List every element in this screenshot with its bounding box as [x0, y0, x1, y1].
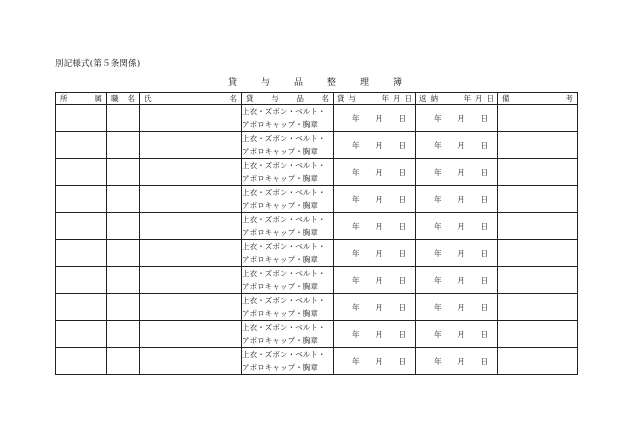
- table-row: [56, 159, 578, 186]
- header-row: [56, 93, 578, 105]
- cell-rank[interactable]: [107, 267, 140, 294]
- cell-items: 上衣・ズボン・ベルト・ アポロキャップ・胸章: [242, 132, 334, 159]
- cell-return-date[interactable]: 年 月 日: [416, 321, 498, 348]
- cell-remarks[interactable]: [498, 213, 578, 240]
- header-lend-date: 貸 与 年 月 日: [334, 93, 416, 105]
- header-remarks: 備 考: [498, 93, 578, 105]
- cell-rank[interactable]: [107, 132, 140, 159]
- cell-lend-date[interactable]: 年 月 日: [334, 240, 416, 267]
- cell-remarks[interactable]: [498, 186, 578, 213]
- cell-return-date[interactable]: 年 月 日: [416, 132, 498, 159]
- cell-name[interactable]: [140, 267, 242, 294]
- cell-name[interactable]: [140, 186, 242, 213]
- table-row: [56, 321, 578, 348]
- title-char: 品: [293, 78, 303, 88]
- cell-lend-date[interactable]: 年 月 日: [334, 348, 416, 375]
- cell-affiliation[interactable]: [56, 348, 107, 375]
- table-row: [56, 213, 578, 240]
- title-char: 理: [360, 78, 370, 88]
- table-row: [56, 105, 578, 132]
- cell-name[interactable]: [140, 132, 242, 159]
- cell-affiliation[interactable]: [56, 105, 107, 132]
- cell-remarks[interactable]: [498, 348, 578, 375]
- cell-remarks[interactable]: [498, 321, 578, 348]
- cell-name[interactable]: [140, 294, 242, 321]
- cell-name[interactable]: [140, 348, 242, 375]
- cell-remarks[interactable]: [498, 159, 578, 186]
- cell-items: 上衣・ズボン・ベルト・ アポロキャップ・胸章: [242, 321, 334, 348]
- cell-remarks[interactable]: [498, 132, 578, 159]
- title-char: 簿: [393, 78, 403, 88]
- cell-rank[interactable]: [107, 159, 140, 186]
- header-affiliation: 所 属: [56, 93, 107, 105]
- cell-lend-date[interactable]: 年 月 日: [334, 294, 416, 321]
- table-row: [56, 240, 578, 267]
- cell-return-date[interactable]: 年 月 日: [416, 105, 498, 132]
- cell-rank[interactable]: [107, 105, 140, 132]
- cell-rank[interactable]: [107, 321, 140, 348]
- cell-items: 上衣・ズボン・ベルト・ アポロキャップ・胸章: [242, 348, 334, 375]
- ledger-table: [55, 92, 578, 375]
- cell-return-date[interactable]: 年 月 日: [416, 348, 498, 375]
- cell-affiliation[interactable]: [56, 321, 107, 348]
- cell-lend-date[interactable]: 年 月 日: [334, 267, 416, 294]
- cell-rank[interactable]: [107, 294, 140, 321]
- cell-return-date[interactable]: 年 月 日: [416, 294, 498, 321]
- cell-lend-date[interactable]: 年 月 日: [334, 159, 416, 186]
- cell-lend-date[interactable]: 年 月 日: [334, 213, 416, 240]
- cell-lend-date[interactable]: 年 月 日: [334, 186, 416, 213]
- cell-lend-date[interactable]: 年 月 日: [334, 105, 416, 132]
- header-return-date: 返 納 年 月 日: [416, 93, 498, 105]
- cell-affiliation[interactable]: [56, 159, 107, 186]
- cell-return-date[interactable]: 年 月 日: [416, 213, 498, 240]
- cell-items: 上衣・ズボン・ベルト・ アポロキャップ・胸章: [242, 213, 334, 240]
- cell-items: 上衣・ズボン・ベルト・ アポロキャップ・胸章: [242, 240, 334, 267]
- cell-lend-date[interactable]: 年 月 日: [334, 321, 416, 348]
- cell-affiliation[interactable]: [56, 213, 107, 240]
- table-row: [56, 267, 578, 294]
- cell-rank[interactable]: [107, 186, 140, 213]
- cell-name[interactable]: [140, 240, 242, 267]
- cell-affiliation[interactable]: [56, 294, 107, 321]
- title-char: 整: [327, 78, 337, 88]
- cell-items: 上衣・ズボン・ベルト・ アポロキャップ・胸章: [242, 294, 334, 321]
- cell-remarks[interactable]: [498, 105, 578, 132]
- title-char: 与: [260, 78, 270, 88]
- form-label: 別記様式(第５条関係): [55, 59, 141, 69]
- cell-affiliation[interactable]: [56, 240, 107, 267]
- header-rank: 職 名: [107, 93, 140, 105]
- cell-affiliation[interactable]: [56, 186, 107, 213]
- header-items: 貸 与 品 名: [242, 93, 334, 105]
- title-char: 貸: [227, 78, 237, 88]
- table-row: [56, 132, 578, 159]
- cell-return-date[interactable]: 年 月 日: [416, 186, 498, 213]
- table-row: [56, 348, 578, 375]
- cell-items: 上衣・ズボン・ベルト・ アポロキャップ・胸章: [242, 186, 334, 213]
- cell-name[interactable]: [140, 213, 242, 240]
- cell-rank[interactable]: [107, 213, 140, 240]
- header-name: 氏 名: [140, 93, 242, 105]
- cell-rank[interactable]: [107, 240, 140, 267]
- document-title: [0, 75, 630, 88]
- cell-remarks[interactable]: [498, 267, 578, 294]
- cell-return-date[interactable]: 年 月 日: [416, 240, 498, 267]
- cell-items: 上衣・ズボン・ベルト・ アポロキャップ・胸章: [242, 159, 334, 186]
- cell-return-date[interactable]: 年 月 日: [416, 159, 498, 186]
- table-row: [56, 294, 578, 321]
- table-row: [56, 186, 578, 213]
- cell-rank[interactable]: [107, 348, 140, 375]
- cell-items: 上衣・ズボン・ベルト・ アポロキャップ・胸章: [242, 267, 334, 294]
- cell-return-date[interactable]: 年 月 日: [416, 267, 498, 294]
- cell-lend-date[interactable]: 年 月 日: [334, 132, 416, 159]
- cell-items: 上衣・ズボン・ベルト・ アポロキャップ・胸章: [242, 105, 334, 132]
- cell-affiliation[interactable]: [56, 132, 107, 159]
- cell-remarks[interactable]: [498, 294, 578, 321]
- cell-name[interactable]: [140, 105, 242, 132]
- cell-name[interactable]: [140, 159, 242, 186]
- cell-remarks[interactable]: [498, 240, 578, 267]
- cell-name[interactable]: [140, 321, 242, 348]
- cell-affiliation[interactable]: [56, 267, 107, 294]
